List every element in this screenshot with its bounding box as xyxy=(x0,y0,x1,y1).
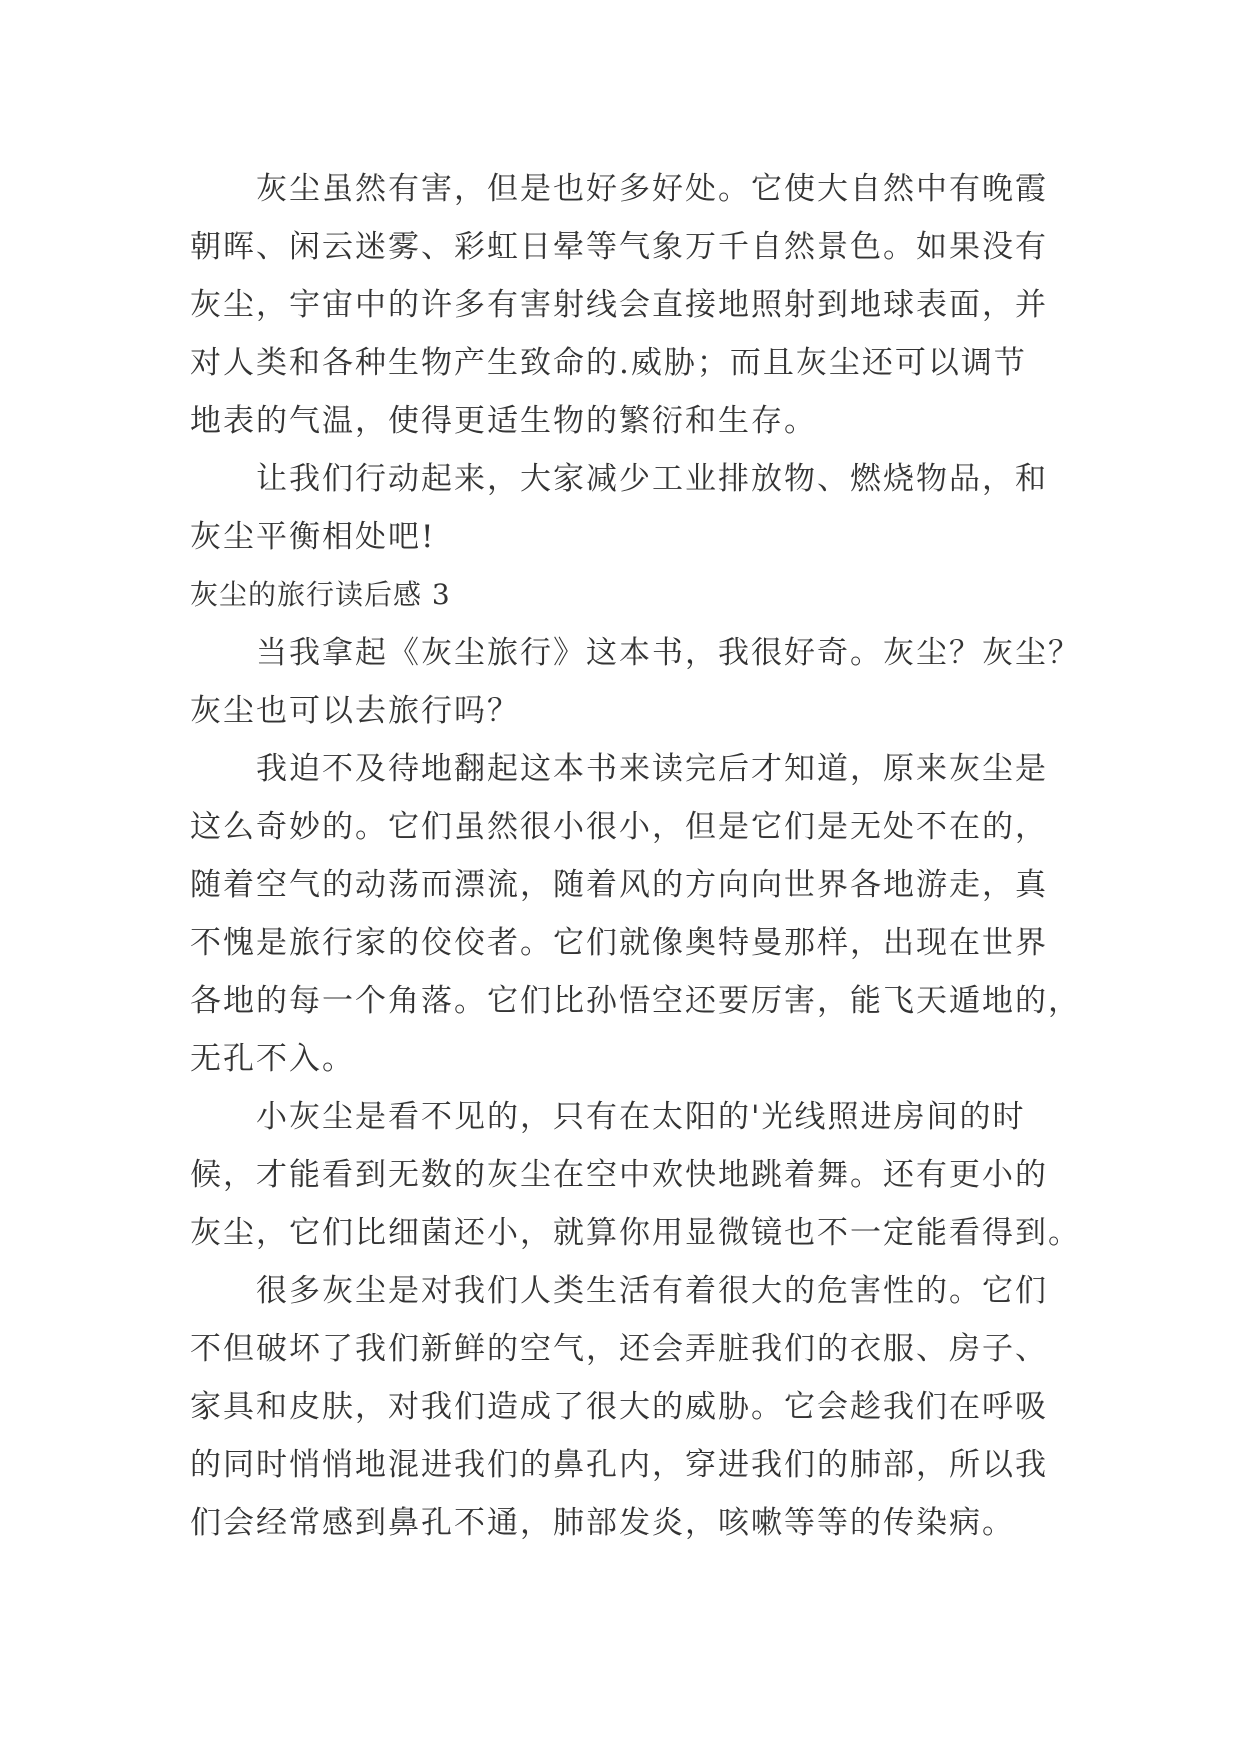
text-line: 朝晖、闲云迷雾、彩虹日晕等气象万千自然景色。如果没有 xyxy=(190,229,1048,265)
document-body xyxy=(190,160,1081,1552)
paragraph xyxy=(190,624,1081,740)
text-line: 这么奇妙的。它们虽然很小很小，但是它们是无处不在的， xyxy=(190,809,1048,845)
text-line: 让我们行动起来，大家减少工业排放物、燃烧物品，和 xyxy=(256,461,1048,497)
paragraph xyxy=(190,450,1060,566)
paragraph xyxy=(190,740,1081,1088)
text-line: 灰尘，宇宙中的许多有害射线会直接地照射到地球表面，并 xyxy=(190,287,1048,323)
text-line: 灰尘平衡相处吧! xyxy=(190,519,436,555)
text-line: 不但破坏了我们新鲜的空气，还会弄脏我们的衣服、房子、 xyxy=(190,1331,1048,1367)
heading-text: 灰尘的旅行读后感 3 xyxy=(190,578,451,611)
text-line: 小灰尘是看不见的，只有在太阳的'光线照进房间的时 xyxy=(256,1099,1026,1135)
text-line: 很多灰尘是对我们人类生活有着很大的危害性的。它们 xyxy=(256,1273,1048,1309)
text-line: 地表的气温，使得更适生物的繁衍和生存。 xyxy=(190,403,817,439)
text-line: 家具和皮肤，对我们造成了很大的威胁。它会趁我们在呼吸 xyxy=(190,1389,1048,1425)
text-line: 们会经常感到鼻孔不通，肺部发炎，咳嗽等等的传染病。 xyxy=(190,1505,1015,1541)
section-heading xyxy=(190,566,1060,624)
text-line: 的同时悄悄地混进我们的鼻孔内，穿进我们的肺部，所以我 xyxy=(190,1447,1048,1483)
text-line: 灰尘，它们比细菌还小，就算你用显微镜也不一定能看得到。 xyxy=(190,1215,1081,1251)
paragraph xyxy=(190,1088,1081,1262)
text-line: 随着空气的动荡而漂流，随着风的方向向世界各地游走，真 xyxy=(190,867,1048,903)
text-line: 灰尘也可以去旅行吗？ xyxy=(190,693,520,729)
text-line: 我迫不及待地翻起这本书来读完后才知道，原来灰尘是 xyxy=(256,751,1048,787)
text-line: 各地的每一个角落。它们比孙悟空还要厉害，能飞天遁地的， xyxy=(190,983,1081,1019)
text-line: 候，才能看到无数的灰尘在空中欢快地跳着舞。还有更小的 xyxy=(190,1157,1048,1193)
text-line: 灰尘虽然有害，但是也好多好处。它使大自然中有晚霞 xyxy=(256,171,1048,207)
text-line: 不愧是旅行家的佼佼者。它们就像奥特曼那样，出现在世界 xyxy=(190,925,1048,961)
paragraph xyxy=(190,1262,1060,1552)
text-line: 无孔不入。 xyxy=(190,1041,355,1077)
text-line: 对人类和各种生物产生致命的.威胁；而且灰尘还可以调节 xyxy=(190,345,1027,381)
paragraph xyxy=(190,160,1060,450)
text-line: 当我拿起《灰尘旅行》这本书，我很好奇。灰尘？灰尘？ xyxy=(256,635,1081,671)
